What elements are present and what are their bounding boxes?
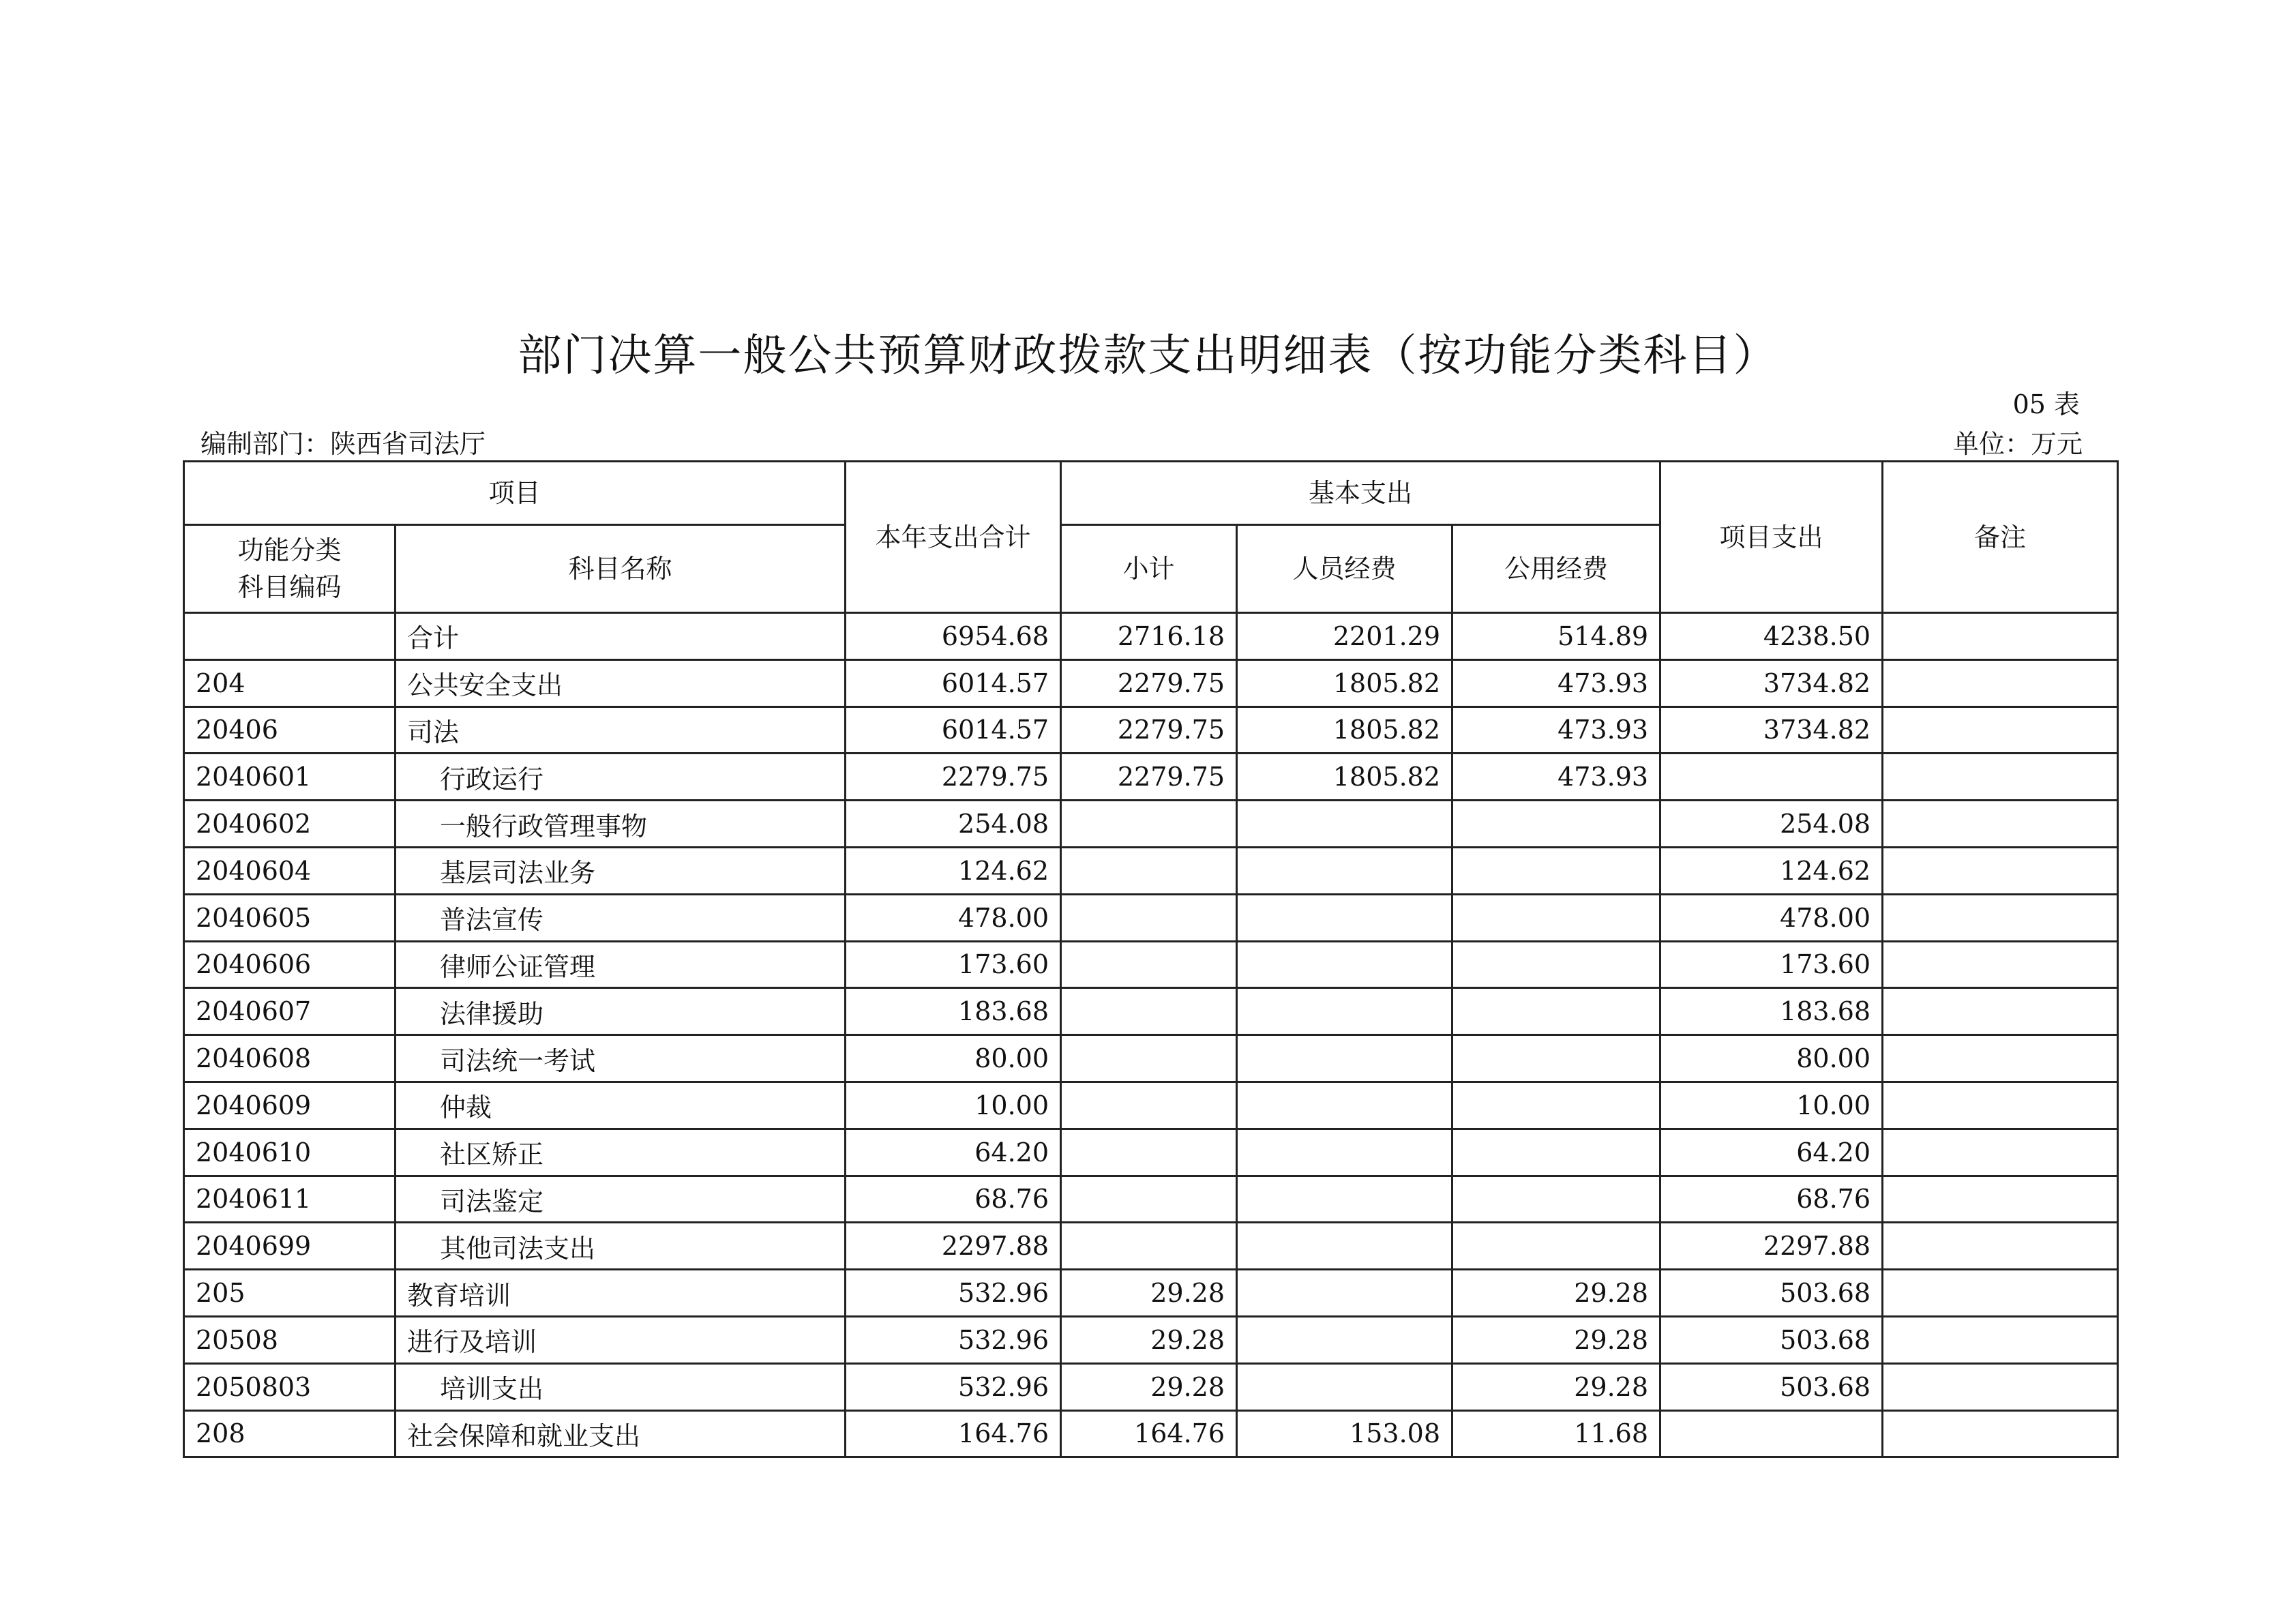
table-row (184, 1316, 2118, 1363)
cell-name: 行政运行 (396, 754, 846, 801)
header-personnel: 人员经费 (1237, 525, 1452, 613)
header-code-line1: 功能分类 (237, 535, 342, 565)
cell-name: 律师公证管理 (396, 941, 846, 988)
form-number: 05 表 (2012, 389, 2080, 419)
cell-note (1883, 988, 2118, 1035)
cell-total: 124.62 (846, 847, 1061, 894)
header-total: 本年支出合计 (846, 462, 1061, 613)
cell-code: 2040610 (184, 1129, 396, 1176)
cell-code: 2040605 (184, 894, 396, 941)
cell-subtotal (1061, 941, 1237, 988)
cell-subtotal: 2279.75 (1061, 754, 1237, 801)
cell-project: 478.00 (1660, 894, 1883, 941)
cell-project (1660, 1410, 1883, 1457)
cell-note (1883, 847, 2118, 894)
cell-subtotal (1061, 801, 1237, 848)
cell-public (1452, 1035, 1660, 1082)
cell-code: 2040601 (184, 754, 396, 801)
cell-project: 64.20 (1660, 1129, 1883, 1176)
cell-subtotal: 2279.75 (1061, 659, 1237, 706)
cell-code (184, 613, 396, 660)
cell-total: 6014.57 (846, 706, 1061, 754)
cell-subtotal (1061, 1176, 1237, 1223)
cell-total: 478.00 (846, 894, 1061, 941)
table-row (184, 1082, 2118, 1129)
cell-note (1883, 754, 2118, 801)
table-row (184, 613, 2118, 660)
cell-personnel (1237, 1316, 1452, 1363)
cell-name: 社区矫正 (396, 1129, 846, 1176)
cell-note (1883, 1363, 2118, 1410)
cell-name: 普法宣传 (396, 894, 846, 941)
cell-public (1452, 894, 1660, 941)
cell-code: 2040607 (184, 988, 396, 1035)
cell-total: 6014.57 (846, 659, 1061, 706)
cell-project: 10.00 (1660, 1082, 1883, 1129)
table-row (184, 659, 2118, 706)
cell-code: 2040609 (184, 1082, 396, 1129)
cell-public: 29.28 (1452, 1270, 1660, 1317)
cell-code: 2040699 (184, 1223, 396, 1270)
table-row (184, 754, 2118, 801)
cell-code: 2040604 (184, 847, 396, 894)
cell-personnel (1237, 941, 1452, 988)
cell-total: 164.76 (846, 1410, 1061, 1457)
cell-total: 64.20 (846, 1129, 1061, 1176)
cell-subtotal (1061, 988, 1237, 1035)
cell-note (1883, 613, 2118, 660)
cell-public (1452, 1223, 1660, 1270)
cell-note (1883, 659, 2118, 706)
cell-code: 2040611 (184, 1176, 396, 1223)
cell-personnel (1237, 1223, 1452, 1270)
cell-code: 20508 (184, 1316, 396, 1363)
cell-public (1452, 801, 1660, 848)
cell-name: 教育培训 (396, 1270, 846, 1317)
cell-total: 10.00 (846, 1082, 1061, 1129)
cell-subtotal (1061, 894, 1237, 941)
table-row (184, 801, 2118, 848)
cell-personnel (1237, 801, 1452, 848)
table-row (184, 988, 2118, 1035)
table-row (184, 847, 2118, 894)
cell-personnel: 1805.82 (1237, 706, 1452, 754)
cell-note (1883, 1176, 2118, 1223)
table-row (184, 941, 2118, 988)
cell-public: 29.28 (1452, 1316, 1660, 1363)
cell-personnel (1237, 1270, 1452, 1317)
cell-public (1452, 1176, 1660, 1223)
table-row (184, 894, 2118, 941)
cell-total: 183.68 (846, 988, 1061, 1035)
cell-project (1660, 754, 1883, 801)
cell-note (1883, 1270, 2118, 1317)
cell-code: 2040608 (184, 1035, 396, 1082)
cell-project: 254.08 (1660, 801, 1883, 848)
cell-name: 进行及培训 (396, 1316, 846, 1363)
cell-personnel (1237, 1035, 1452, 1082)
cell-name: 基层司法业务 (396, 847, 846, 894)
cell-total: 532.96 (846, 1316, 1061, 1363)
cell-personnel (1237, 847, 1452, 894)
cell-name: 公共安全支出 (396, 659, 846, 706)
table-row (184, 1129, 2118, 1176)
cell-code: 208 (184, 1410, 396, 1457)
cell-name: 司法 (396, 706, 846, 754)
cell-public (1452, 988, 1660, 1035)
cell-note (1883, 1129, 2118, 1176)
cell-project: 503.68 (1660, 1270, 1883, 1317)
table-row (184, 1035, 2118, 1082)
cell-subtotal (1061, 1129, 1237, 1176)
cell-name: 司法统一考试 (396, 1035, 846, 1082)
header-note: 备注 (1883, 462, 2118, 613)
cell-name: 司法鉴定 (396, 1176, 846, 1223)
table-body (184, 613, 2118, 1457)
header-item: 项目 (184, 462, 846, 525)
cell-total: 6954.68 (846, 613, 1061, 660)
header-name: 科目名称 (396, 525, 846, 613)
cell-project: 68.76 (1660, 1176, 1883, 1223)
cell-public: 514.89 (1452, 613, 1660, 660)
cell-subtotal: 29.28 (1061, 1270, 1237, 1317)
header-project: 项目支出 (1660, 462, 1883, 613)
header-code-line2: 科目编码 (237, 572, 342, 602)
cell-subtotal: 2716.18 (1061, 613, 1237, 660)
cell-personnel (1237, 894, 1452, 941)
cell-note (1883, 801, 2118, 848)
header-public: 公用经费 (1452, 525, 1660, 613)
cell-public (1452, 1129, 1660, 1176)
cell-note (1883, 1035, 2118, 1082)
cell-personnel (1237, 1176, 1452, 1223)
cell-public (1452, 847, 1660, 894)
cell-project: 80.00 (1660, 1035, 1883, 1082)
cell-public (1452, 941, 1660, 988)
cell-project: 4238.50 (1660, 613, 1883, 660)
cell-project: 503.68 (1660, 1363, 1883, 1410)
cell-project: 124.62 (1660, 847, 1883, 894)
table-row (184, 1410, 2118, 1457)
cell-subtotal (1061, 847, 1237, 894)
cell-subtotal: 2279.75 (1061, 706, 1237, 754)
cell-public (1452, 1082, 1660, 1129)
cell-code: 204 (184, 659, 396, 706)
cell-code: 205 (184, 1270, 396, 1317)
cell-subtotal (1061, 1082, 1237, 1129)
cell-name: 合计 (396, 613, 846, 660)
table-row (184, 1270, 2118, 1317)
cell-code: 2040606 (184, 941, 396, 988)
cell-total: 2279.75 (846, 754, 1061, 801)
cell-total: 2297.88 (846, 1223, 1061, 1270)
cell-project: 3734.82 (1660, 659, 1883, 706)
cell-name: 仲裁 (396, 1082, 846, 1129)
cell-subtotal: 29.28 (1061, 1316, 1237, 1363)
cell-personnel: 1805.82 (1237, 754, 1452, 801)
table-row (184, 1223, 2118, 1270)
cell-public: 473.93 (1452, 706, 1660, 754)
cell-note (1883, 1410, 2118, 1457)
cell-public: 473.93 (1452, 659, 1660, 706)
cell-public: 29.28 (1452, 1363, 1660, 1410)
cell-project: 183.68 (1660, 988, 1883, 1035)
table-row (184, 1363, 2118, 1410)
cell-code: 20406 (184, 706, 396, 754)
cell-total: 173.60 (846, 941, 1061, 988)
cell-name: 其他司法支出 (396, 1223, 846, 1270)
cell-total: 68.76 (846, 1176, 1061, 1223)
cell-personnel (1237, 1082, 1452, 1129)
cell-name: 法律援助 (396, 988, 846, 1035)
cell-project: 3734.82 (1660, 706, 1883, 754)
cell-code: 2050803 (184, 1363, 396, 1410)
cell-project: 503.68 (1660, 1316, 1883, 1363)
cell-personnel (1237, 988, 1452, 1035)
page-title: 部门决算一般公共预算财政拨款支出明细表（按功能分类科目） (518, 331, 1778, 381)
cell-name: 一般行政管理事物 (396, 801, 846, 848)
unit-label: 单位：万元 (1952, 429, 2083, 459)
cell-public: 11.68 (1452, 1410, 1660, 1457)
expenditure-table (183, 460, 2119, 1458)
cell-personnel (1237, 1363, 1452, 1410)
cell-note (1883, 1316, 2118, 1363)
cell-note (1883, 706, 2118, 754)
cell-subtotal: 29.28 (1061, 1363, 1237, 1410)
cell-total: 80.00 (846, 1035, 1061, 1082)
cell-total: 532.96 (846, 1270, 1061, 1317)
cell-note (1883, 1223, 2118, 1270)
cell-personnel: 153.08 (1237, 1410, 1452, 1457)
cell-personnel: 2201.29 (1237, 613, 1452, 660)
cell-total: 532.96 (846, 1363, 1061, 1410)
cell-project: 173.60 (1660, 941, 1883, 988)
department-label: 编制部门：陕西省司法厅 (200, 429, 486, 459)
cell-subtotal: 164.76 (1061, 1410, 1237, 1457)
cell-name: 社会保障和就业支出 (396, 1410, 846, 1457)
table-row (184, 706, 2118, 754)
header-subtotal: 小计 (1061, 525, 1237, 613)
header-basic: 基本支出 (1061, 462, 1660, 525)
cell-name: 培训支出 (396, 1363, 846, 1410)
cell-subtotal (1061, 1035, 1237, 1082)
header-code (184, 525, 396, 613)
cell-public: 473.93 (1452, 754, 1660, 801)
cell-note (1883, 1082, 2118, 1129)
cell-total: 254.08 (846, 801, 1061, 848)
cell-personnel: 1805.82 (1237, 659, 1452, 706)
cell-subtotal (1061, 1223, 1237, 1270)
cell-note (1883, 894, 2118, 941)
cell-note (1883, 941, 2118, 988)
cell-personnel (1237, 1129, 1452, 1176)
cell-project: 2297.88 (1660, 1223, 1883, 1270)
cell-code: 2040602 (184, 801, 396, 848)
table-row (184, 1176, 2118, 1223)
